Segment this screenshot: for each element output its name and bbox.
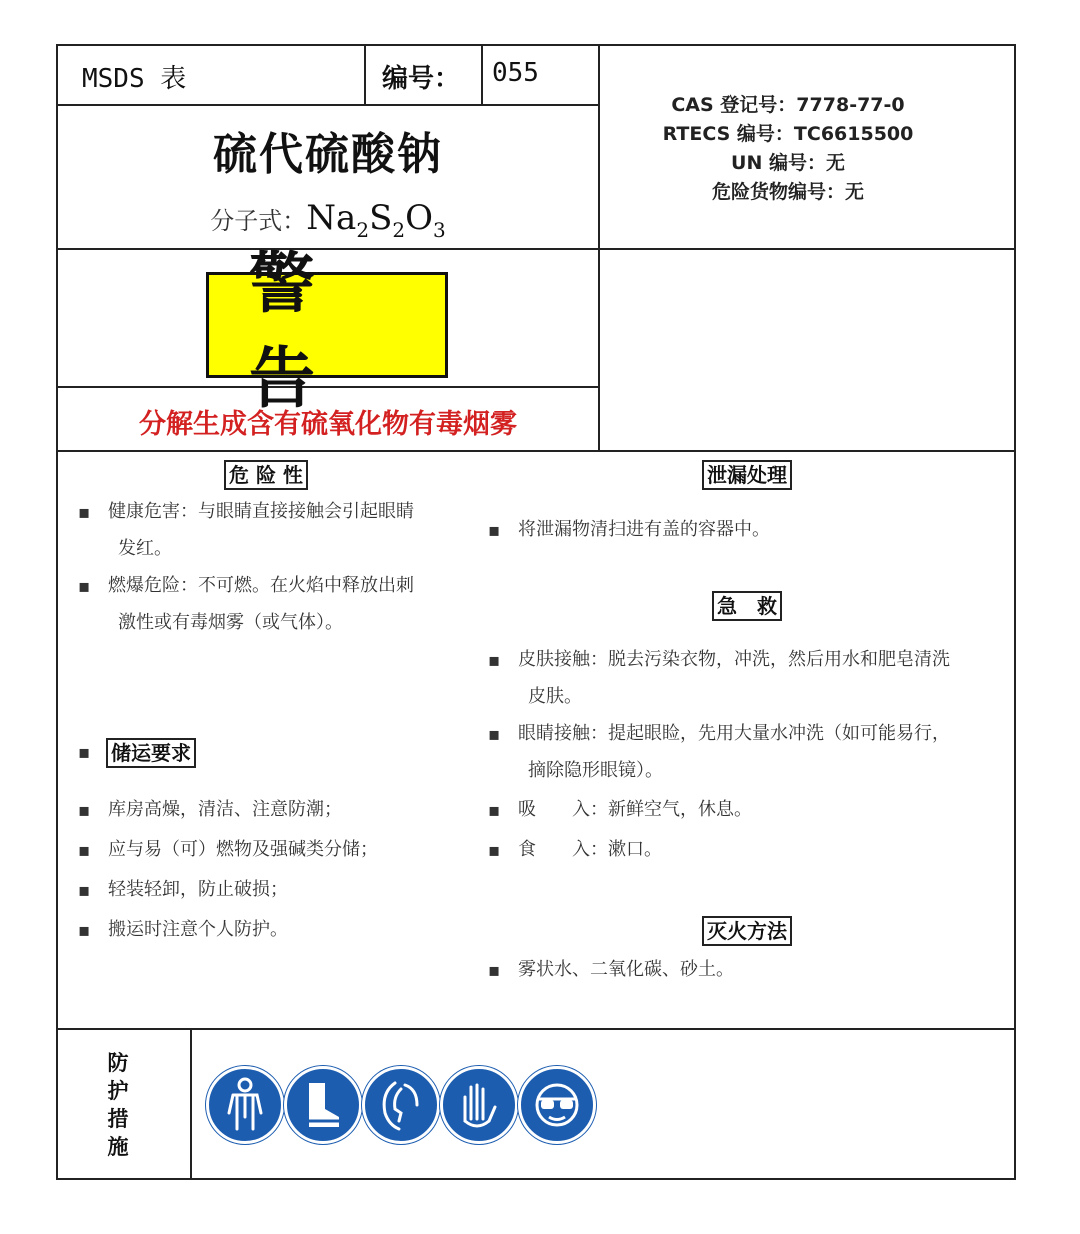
bullet: ▪ [488, 800, 501, 821]
hazard-statement: 分解生成含有硫氧化物有毒烟雾 [139, 409, 517, 440]
storage-heading: 储运要求 [106, 738, 196, 768]
divider [190, 1028, 192, 1180]
protection-label: 防 护 措 施 [107, 1050, 129, 1159]
first-aid-heading: 急 救 [712, 591, 782, 621]
bullet: ▪ [78, 880, 91, 901]
cas-number: CAS 登记号：7778-77-0 [671, 94, 905, 116]
first-aid-item: 食 入：漱口。 [518, 839, 662, 860]
divider [58, 104, 598, 106]
first-aid-item: 吸 入：新鲜空气，休息。 [518, 799, 752, 820]
leak-heading: 泄漏处理 [702, 460, 792, 490]
hazard-item: 燃爆危险：不可燃。在火焰中释放出刺 激性或有毒烟雾（或气体）。 [108, 575, 414, 633]
divider [58, 1028, 1016, 1030]
divider [58, 450, 1016, 452]
storage-item: 搬运时注意个人防护。 [108, 919, 288, 940]
dangerous-goods-number: 危险货物编号：无 [711, 181, 864, 203]
protective-gloves-icon [440, 1066, 518, 1144]
bullet: ▪ [78, 502, 91, 523]
face-shield-icon [362, 1066, 440, 1144]
warning-signal-box [206, 245, 448, 417]
bullet: ▪ [488, 840, 501, 861]
bullet: ▪ [78, 800, 91, 821]
leak-item: 将泄漏物清扫进有盖的容器中。 [518, 519, 770, 540]
bullet: ▪ [78, 576, 91, 597]
bullet: ▪ [78, 840, 91, 861]
number-value: 055 [492, 58, 539, 88]
safety-boots-icon [284, 1066, 362, 1144]
divider [58, 248, 1016, 250]
bullet: ▪ [488, 520, 501, 541]
un-number: UN 编号：无 [731, 152, 845, 174]
bullet: ▪ [488, 960, 501, 981]
msds-sheet [56, 44, 1016, 1180]
first-aid-item: 眼睛接触：提起眼睑，先用大量水冲洗（如可能易行， 摘除隐形眼镜）。 [518, 723, 950, 781]
bullet: ▪ [488, 650, 501, 671]
hazard-item: 健康危害：与眼睛直接接触会引起眼睛 发红。 [108, 501, 414, 559]
safety-goggles-icon [518, 1066, 596, 1144]
signal-word: 警 告 [249, 245, 355, 417]
storage-item: 轻装轻卸，防止破损； [108, 879, 288, 900]
msds-label: MSDS 表 [82, 64, 187, 94]
divider [598, 46, 600, 450]
bullet: ▪ [78, 742, 91, 763]
chemical-formula: $Na_2S_2O_3$ [306, 198, 446, 242]
divider [481, 46, 483, 104]
chemical-name: 硫代硫酸钠 [213, 129, 443, 180]
divider [364, 46, 366, 104]
formula-label: 分子式： [210, 207, 307, 235]
fire-item: 雾状水、二氧化碳、砂土。 [518, 959, 734, 980]
identifiers-block [638, 91, 938, 207]
fire-heading: 灭火方法 [702, 916, 792, 946]
storage-item: 库房高燥，清洁、注意防潮； [108, 799, 342, 820]
bullet: ▪ [78, 920, 91, 941]
first-aid-item: 皮肤接触：脱去污染衣物，冲洗，然后用水和肥皂清洗 皮肤。 [518, 649, 950, 707]
rtecs-number: RTECS 编号：TC6615500 [662, 123, 914, 145]
hazards-heading: 危 险 性 [224, 460, 308, 490]
bullet: ▪ [488, 724, 501, 745]
storage-item: 应与易（可）燃物及强碱类分储； [108, 839, 378, 860]
number-label: 编号： [382, 64, 461, 94]
protective-suit-icon [206, 1066, 284, 1144]
